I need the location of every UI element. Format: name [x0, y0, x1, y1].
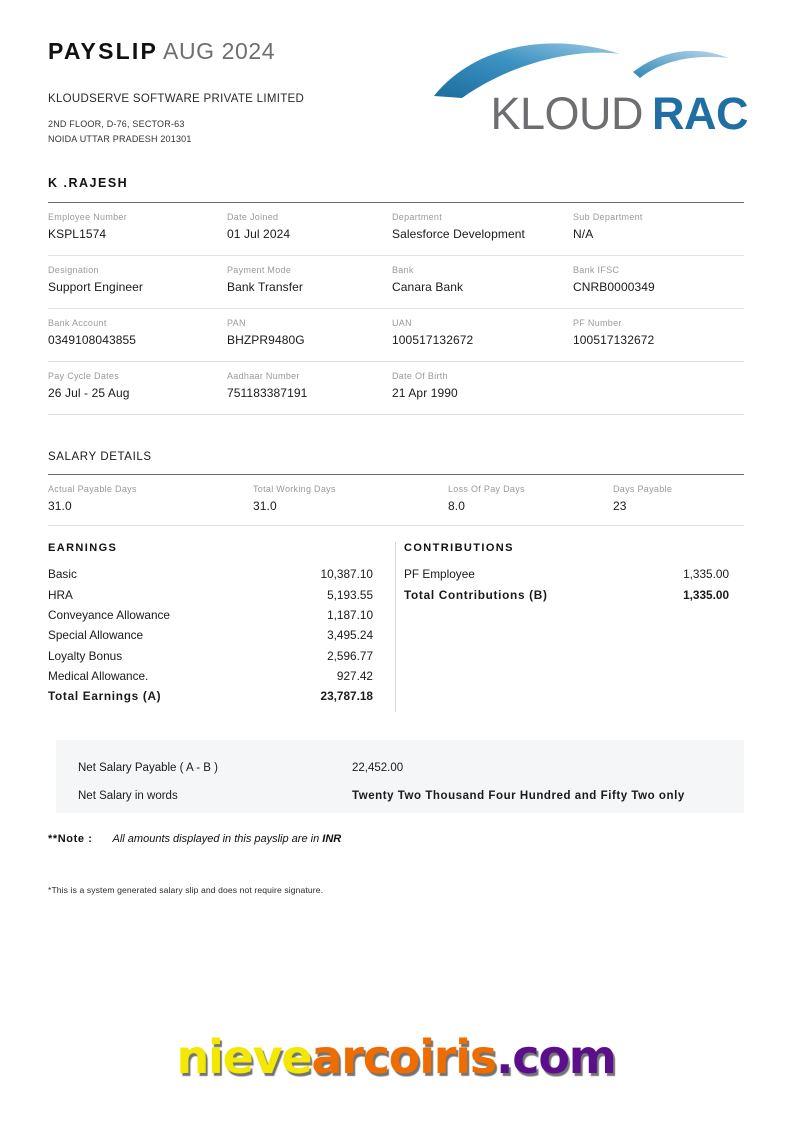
earnings-row: [48, 605, 373, 625]
earnings-total-label: Total Earnings (A): [48, 689, 162, 704]
field-pf-number: [573, 318, 654, 347]
site-watermark: [0, 1030, 792, 1084]
field-value: 31.0: [48, 499, 72, 513]
field-value: 01 Jul 2024: [227, 227, 291, 241]
field-pay-cycle-dates: [48, 371, 130, 400]
detail-row: [48, 256, 744, 309]
field-label: Loss Of Pay Days: [448, 484, 525, 494]
earnings-row: [48, 666, 373, 686]
earnings-label: Special Allowance: [48, 628, 144, 643]
earnings-amount: 927.42: [336, 669, 373, 684]
field-value: N/A: [573, 227, 594, 241]
field-value: 23: [613, 499, 627, 513]
field-value: 26 Jul - 25 Aug: [48, 386, 130, 400]
watermark-part-2: arcoiris: [311, 1030, 497, 1084]
field-label: Days Payable: [613, 484, 673, 494]
field-designation: [48, 265, 143, 294]
field-label: Bank: [392, 265, 414, 275]
field-label: PF Number: [573, 318, 622, 328]
field-label: Actual Payable Days: [48, 484, 137, 494]
field-actual-payable-days: [48, 484, 137, 513]
detail-row: [48, 203, 744, 256]
field-label: Aadhaar Number: [227, 371, 300, 381]
earnings-row: [48, 625, 373, 645]
field-pan: [227, 318, 305, 347]
earnings-label: Basic: [48, 567, 77, 582]
company-address-line2: NOIDA UTTAR PRADESH 201301: [48, 134, 192, 144]
contributions-row: [404, 564, 729, 584]
earnings-amount: 1,187.10: [327, 607, 373, 622]
field-label: Bank IFSC: [573, 265, 620, 275]
field-value: Salesforce Development: [392, 227, 525, 241]
field-value: 751183387191: [227, 386, 308, 400]
logo-text-rac: RAC: [652, 88, 748, 139]
field-employee-number: [48, 212, 127, 241]
contributions-label: PF Employee: [404, 567, 475, 582]
field-bank: [392, 265, 463, 294]
field-label: Department: [392, 212, 443, 222]
field-value: 31.0: [253, 499, 277, 513]
earnings-column: [48, 542, 388, 707]
contributions-total-amount: 1,335.00: [683, 587, 729, 602]
logo-text-kloud: KLOUD: [490, 88, 643, 139]
net-salary-box: [56, 740, 744, 813]
net-salary-words-value: Twenty Two Thousand Four Hundred and Fifty Two only: [352, 790, 685, 802]
payslip-content: [48, 0, 748, 895]
field-bank-ifsc: [573, 265, 655, 294]
page-title: [48, 38, 275, 65]
title-payslip: PAYSLIP: [48, 38, 158, 64]
field-label: Sub Department: [573, 212, 643, 222]
detail-row: [48, 362, 744, 415]
earnings-row: [48, 564, 373, 584]
note-text: All amounts displayed in this payslip are in: [112, 833, 323, 845]
field-date-joined: [227, 212, 290, 241]
days-row: [48, 475, 744, 526]
earnings-amount: 3,495.24: [327, 628, 373, 643]
contributions-heading: CONTRIBUTIONS: [404, 542, 514, 554]
column-divider: [395, 542, 396, 712]
field-date-of-birth: [392, 371, 458, 400]
field-department: [392, 212, 525, 241]
contributions-total-label: Total Contributions (B): [404, 587, 548, 602]
earnings-total-amount: 23,787.18: [320, 689, 373, 704]
field-label: Date Joined: [227, 212, 279, 222]
note-currency: INR: [322, 833, 342, 845]
field-bank-account: [48, 318, 136, 347]
company-logo: [428, 32, 748, 144]
employee-details-table: [48, 202, 744, 415]
field-value: BHZPR9480G: [227, 333, 305, 347]
field-value: 100517132672: [392, 333, 474, 347]
field-value: Canara Bank: [392, 280, 464, 294]
field-label: Pay Cycle Dates: [48, 371, 120, 381]
note-label: **Note :: [48, 833, 93, 845]
salary-days-table: [48, 474, 744, 526]
earnings-label: HRA: [48, 587, 73, 602]
logo-wordmark: [428, 88, 748, 140]
system-generated-footnote: *This is a system generated salary slip and does not require signature.: [48, 885, 324, 895]
field-value: 100517132672: [573, 333, 655, 347]
earnings-label: Loyalty Bonus: [48, 648, 123, 663]
currency-note: [48, 833, 744, 845]
field-label: Bank Account: [48, 318, 107, 328]
field-total-working-days: [253, 484, 336, 513]
earnings-contributions-area: [48, 542, 744, 712]
field-label: Employee Number: [48, 212, 128, 222]
net-salary-words-label: Net Salary in words: [78, 790, 178, 802]
earnings-label: Conveyance Allowance: [48, 607, 170, 622]
earnings-row: [48, 646, 373, 666]
earnings-amount: 5,193.55: [327, 587, 373, 602]
earnings-amount: 10,387.10: [320, 567, 373, 582]
watermark-part-3: .com: [496, 1030, 616, 1084]
field-label: Date Of Birth: [392, 371, 448, 381]
contributions-total-row: [404, 584, 729, 604]
net-salary-payable-value: 22,452.00: [352, 762, 404, 774]
earnings-row: [48, 584, 373, 604]
company-address-line1: 2ND FLOOR, D-76, SECTOR-63: [48, 119, 185, 129]
earnings-label: Medical Allowance.: [48, 669, 149, 684]
salary-details-title: SALARY DETAILS: [48, 451, 152, 463]
field-label: Designation: [48, 265, 99, 275]
company-name: KLOUDSERVE SOFTWARE PRIVATE LIMITED: [48, 93, 305, 105]
watermark-part-1: nieve: [176, 1030, 312, 1084]
field-aadhaar-number: [227, 371, 307, 400]
detail-row: [48, 309, 744, 362]
net-salary-payable-label: Net Salary Payable ( A - B ): [78, 762, 218, 774]
field-value: CNRB0000349: [573, 280, 655, 294]
contributions-column: [404, 542, 744, 605]
field-uan: [392, 318, 473, 347]
title-period: AUG 2024: [163, 38, 276, 64]
field-value: 8.0: [448, 499, 465, 513]
field-value: Support Engineer: [48, 280, 143, 294]
earnings-heading: EARNINGS: [48, 542, 118, 554]
employee-name: K .RAJESH: [48, 176, 129, 190]
field-days-payable: [613, 484, 672, 513]
earnings-total-row: [48, 686, 373, 706]
field-value: 0349108043855: [48, 333, 137, 347]
field-value: KSPL1574: [48, 227, 107, 241]
field-sub-department: [573, 212, 643, 241]
field-label: Total Working Days: [253, 484, 336, 494]
field-payment-mode: [227, 265, 303, 294]
field-value: Bank Transfer: [227, 280, 304, 294]
field-value: 21 Apr 1990: [392, 386, 458, 400]
field-label: PAN: [227, 318, 246, 328]
field-label: UAN: [392, 318, 412, 328]
earnings-amount: 2,596.77: [327, 648, 373, 663]
contributions-amount: 1,335.00: [683, 567, 729, 582]
field-loss-of-pay-days: [448, 484, 525, 513]
field-label: Payment Mode: [227, 265, 292, 275]
payslip-header: [48, 0, 748, 144]
